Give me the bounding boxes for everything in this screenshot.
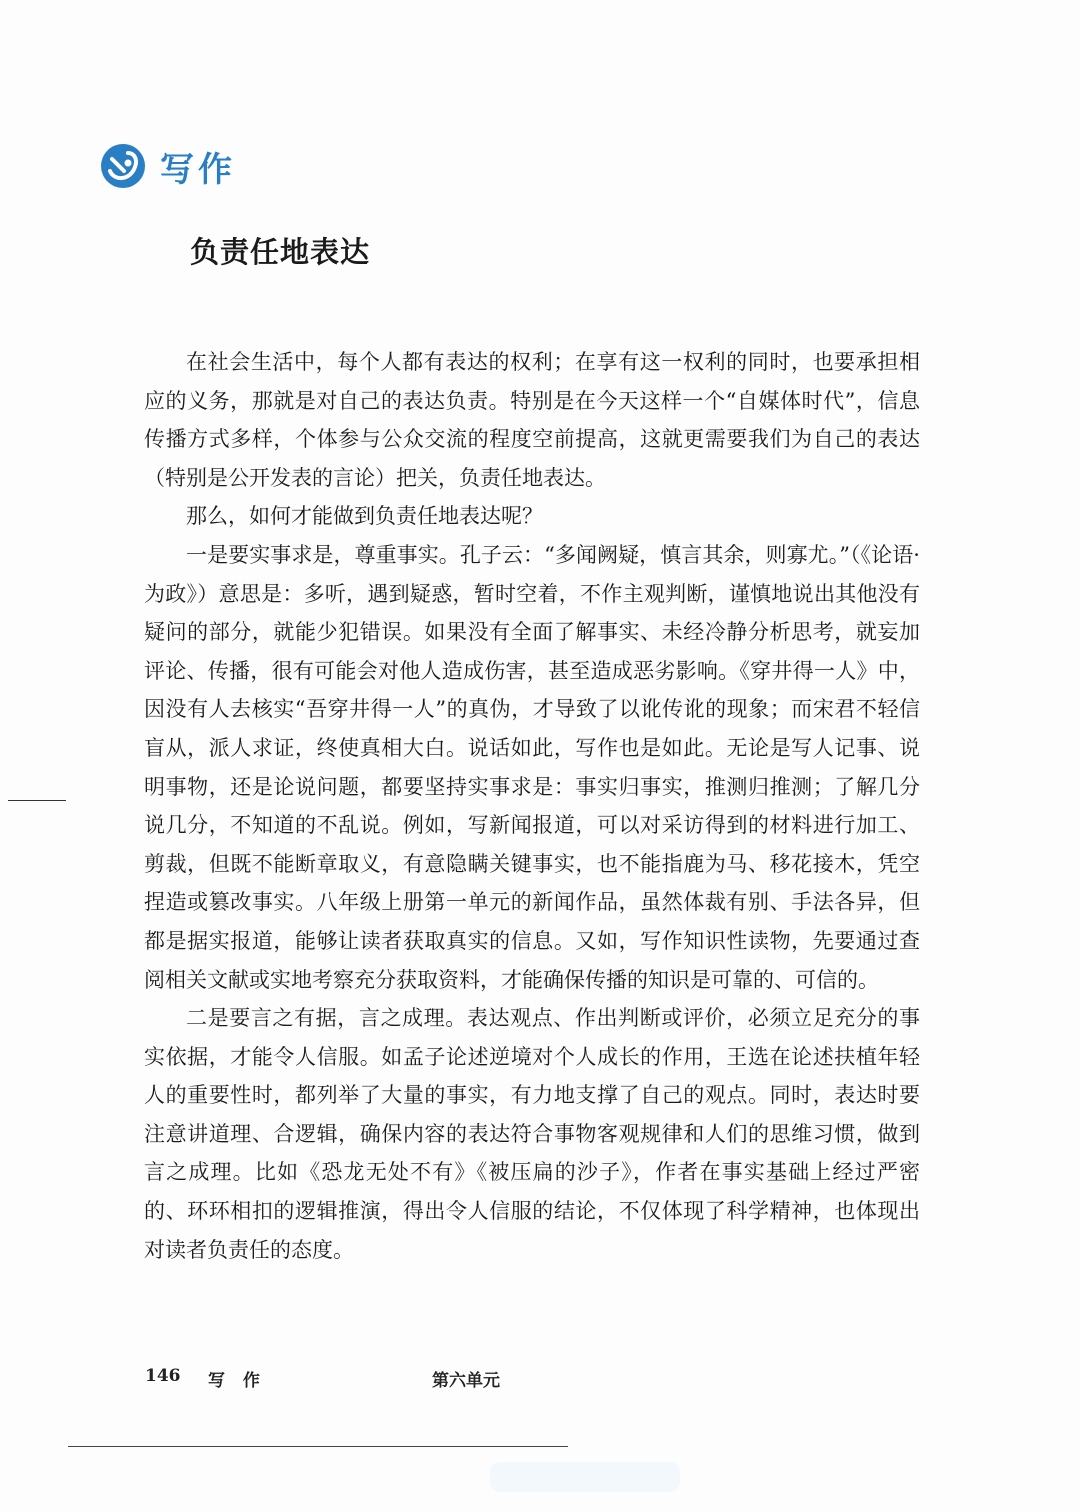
pen-swirl-icon [98,141,148,191]
paragraph: 一是要实事求是，尊重事实。孔子云：“多闻阙疑，慎言其余，则寡尤。”（《论语·为政》）意思是：多听，遇到疑惑，暂时空着，不作主观判断，谨慎地说出其他没有疑问的部分，就能少犯错误。如果没有全面了解事实、未经冷静分析思考，就妄加评论、传播，很有可能会对他人造成伤害，甚至造成恶劣影响。《穿井得一人》中，因没有人去核实“吾穿井得一人”的真伪，才导致了以讹传讹的现象；而宋君不轻信盲从，派人求证，终使真相大白。说话如此，写作也是如此。无论是写人记事、说明事物，还是论说问题，都要坚持实事求是：事实归事实，推测归推测；了解几分说几分，不知道的不乱说。例如，写新闻报道，可以对采访得到的材料进行加工、剪裁，但既不能断章取义，有意隐瞒关键事实，也不能指鹿为马、移花接木，凭空捏造或篡改事实。八年级上册第一单元的新闻作品，虽然体裁有别、手法各异，但都是据实报道，能够让读者获取真实的信息。又如，写作知识性读物，先要通过查阅相关文献或实地考察充分获取资料，才能确保传播的知识是可靠的、可信的。 [144,542,920,992]
scan-smudge [490,1462,680,1492]
section-title: 写作 [160,149,236,190]
margin-mark [8,800,66,801]
section-header [98,138,236,194]
bottom-rule [68,1446,568,1447]
article-body [144,343,920,1269]
footer-section-label: 写 作 [208,1371,266,1391]
article-title: 负责任地表达 [190,235,371,269]
page-number: 146 [145,1366,181,1386]
paragraph: 在社会生活中，每个人都有表达的权利；在享有这一权利的同时，也要承担相应的义务，那就是对自己的表达负责。特别是在今天这样一个“自媒体时代”，信息传播方式多样，个体参与公众交流的程度空前提高，这就更需要我们为自己的表达（特别是公开发表的言论）把关，负责任地表达。 [144,350,920,490]
footer-unit-label: 第六单元 [432,1371,500,1391]
paragraph: 那么，如何才能做到负责任地表达呢？ [186,504,543,529]
paragraph: 二是要言之有据，言之成理。表达观点、作出判断或评价，必须立足充分的事实依据，才能令人信服。如孟子论述逆境对个人成长的作用，王选在论述扶植年轻人的重要性时，都列举了大量的事实，有力地支撑了自己的观点。同时，表达时要注意讲道理、合逻辑，确保内容的表达符合事物客观规律和人们的思维习惯，做到言之成理。比如《恐龙无处不有》《被压扁的沙子》，作者在事实基础上经过严密的、环环相扣的逻辑推演，得出令人信服的结论，不仅体现了科学精神，也体现出对读者负责任的态度。 [144,1006,920,1262]
